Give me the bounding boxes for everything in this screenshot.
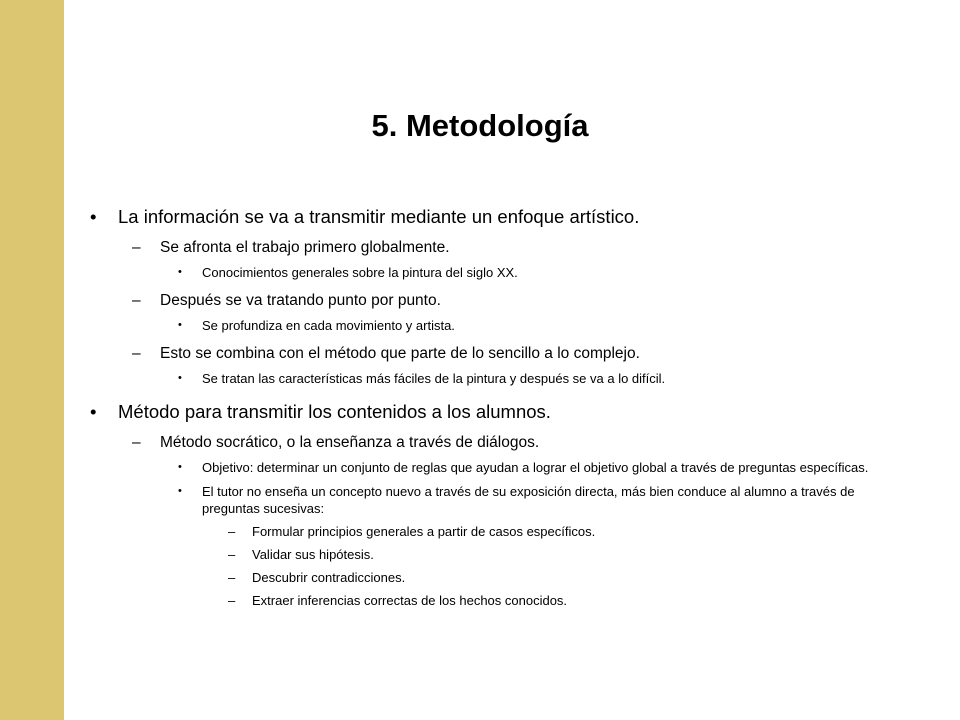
step-text: Descubrir contradicciones. — [252, 570, 406, 585]
detail-text: Objetivo: determinar un conjunto de reglas que ayudan a lograr el objetivo global a través de preguntas específicas. — [202, 460, 869, 475]
detail-text: El tutor no enseña un concepto nuevo a través de su exposición directa, más bien conduce al alumno a través de preguntas sucesivas: — [202, 484, 855, 516]
step-item-3 — [88, 569, 878, 586]
bullet-marker: • — [178, 485, 182, 497]
detail-item-2-1-1 — [88, 459, 878, 476]
step-item-1 — [88, 523, 878, 540]
bullet-text: Método para transmitir los contenidos a los alumnos. — [118, 401, 551, 422]
step-item-2 — [88, 546, 878, 563]
slide-content — [88, 206, 878, 609]
bullet-marker: • — [178, 461, 182, 473]
dash-marker: – — [132, 292, 141, 309]
bullet-marker: • — [178, 266, 182, 278]
sub-item-text: Esto se combina con el método que parte de lo sencillo a lo complejo. — [160, 345, 640, 362]
sub-item-1-2 — [88, 291, 878, 310]
detail-item-1-1-1 — [88, 264, 878, 281]
step-text: Validar sus hipótesis. — [252, 547, 374, 562]
bullet-marker: • — [90, 206, 97, 227]
detail-text: Conocimientos generales sobre la pintura del siglo XX. — [202, 265, 518, 280]
sub-item-text: Se afronta el trabajo primero globalmente. — [160, 239, 450, 256]
bullet-item-2 — [88, 401, 878, 423]
detail-item-1-3-1 — [88, 370, 878, 387]
dash-marker: – — [132, 239, 141, 256]
sub-item-1-1 — [88, 238, 878, 257]
sub-item-text: Después se va tratando punto por punto. — [160, 292, 441, 309]
detail-item-2-1-2 — [88, 483, 878, 517]
sub-item-1-3 — [88, 344, 878, 363]
dash-marker: – — [228, 593, 236, 608]
detail-item-1-2-1 — [88, 317, 878, 334]
dash-marker: – — [228, 524, 236, 539]
detail-text: Se tratan las características más fáciles de la pintura y después se va a lo difícil. — [202, 371, 666, 386]
bullet-item-1 — [88, 206, 878, 228]
bullet-text: La información se va a transmitir mediante un enfoque artístico. — [118, 206, 640, 227]
sub-item-2-1 — [88, 433, 878, 452]
dash-marker: – — [228, 547, 236, 562]
step-text: Formular principios generales a partir de casos específicos. — [252, 524, 596, 539]
dash-marker: – — [132, 345, 141, 362]
bullet-marker: • — [178, 372, 182, 384]
step-text: Extraer inferencias correctas de los hechos conocidos. — [252, 593, 568, 608]
detail-text: Se profundiza en cada movimiento y artista. — [202, 318, 455, 333]
dash-marker: – — [228, 570, 236, 585]
step-item-4 — [88, 592, 878, 609]
bullet-marker: • — [90, 401, 97, 422]
bullet-marker: • — [178, 319, 182, 331]
slide-title: 5. Metodología — [371, 108, 589, 143]
dash-marker: – — [132, 434, 141, 451]
decorative-side-bar — [0, 0, 64, 720]
sub-item-text: Método socrático, o la enseñanza a través de diálogos. — [160, 434, 540, 451]
